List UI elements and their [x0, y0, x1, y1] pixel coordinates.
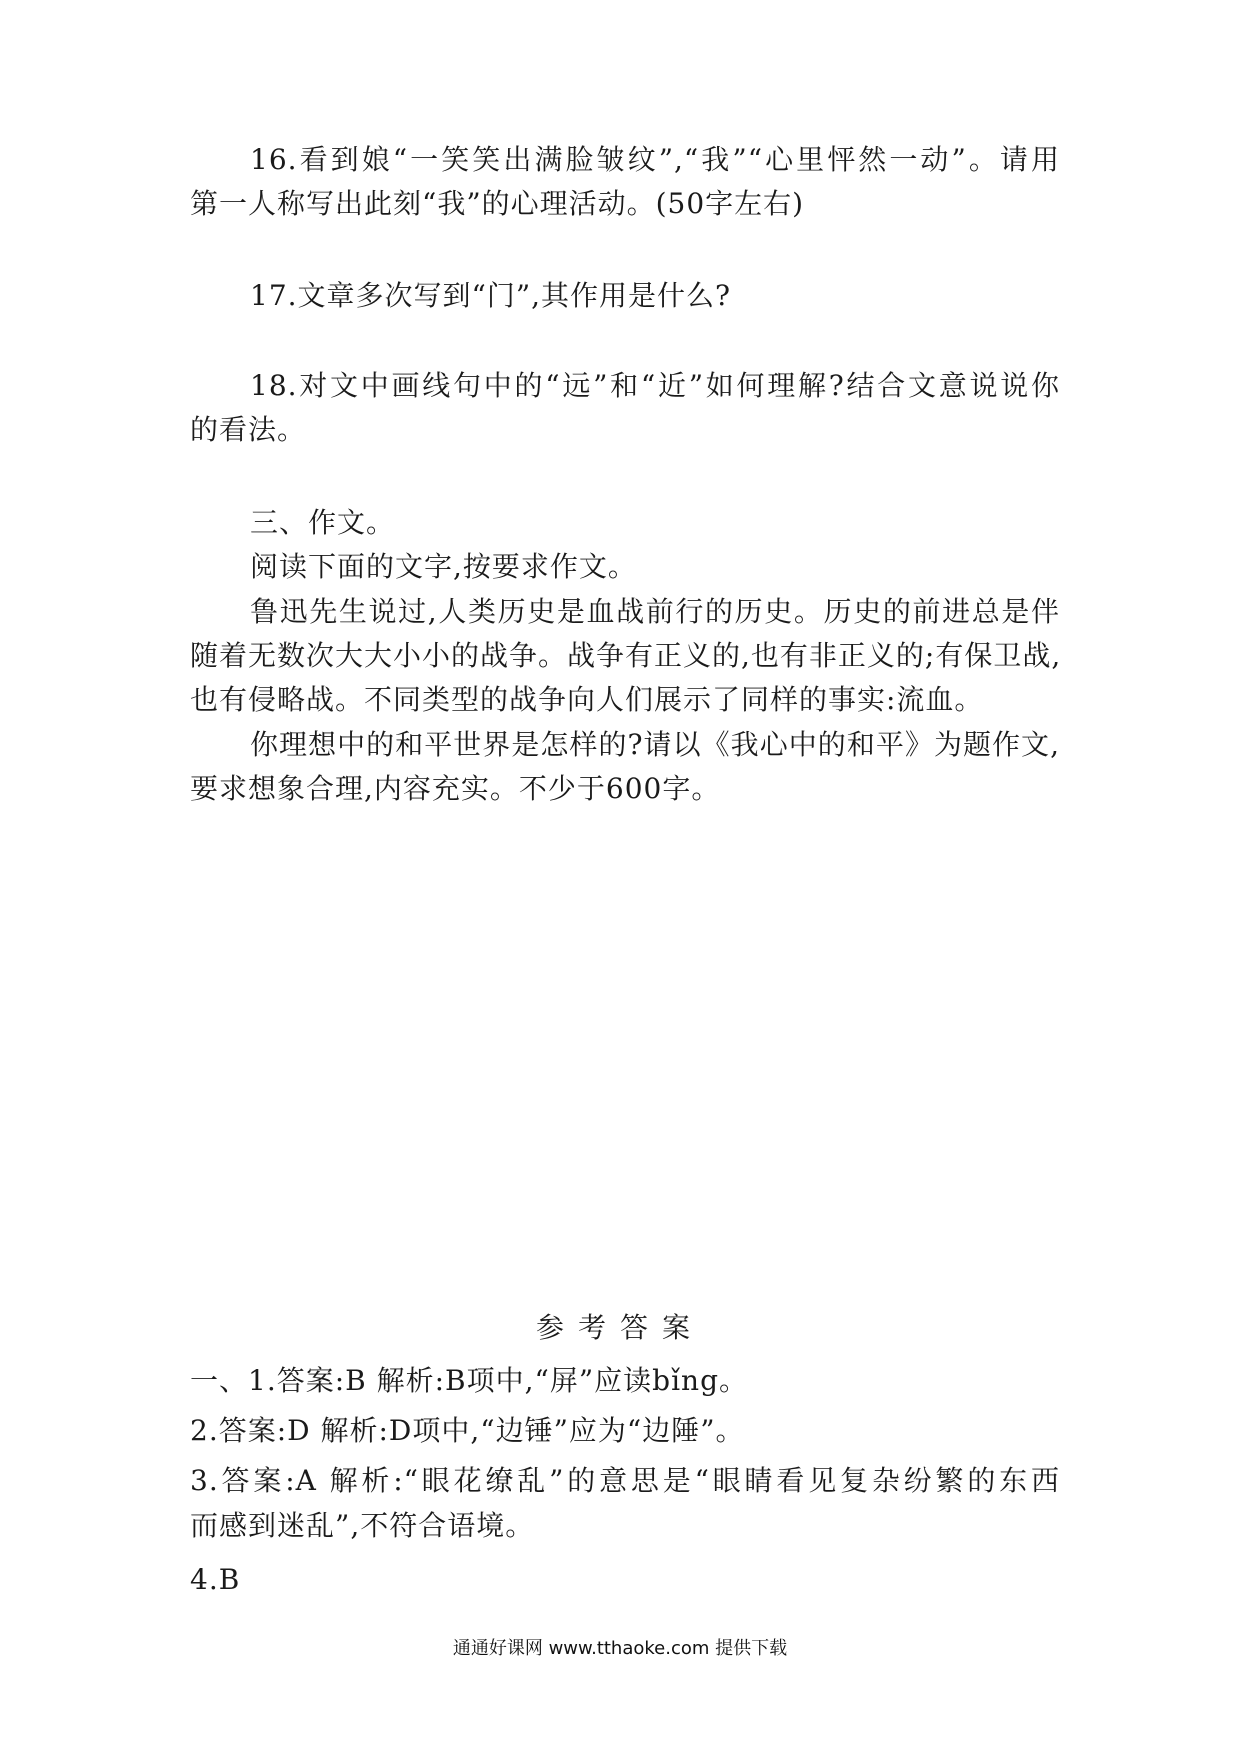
question-16-line-2: 第一人称写出此刻“我”的心理活动。(50字左右): [190, 187, 805, 220]
question-17: 17.文章多次写到“门”,其作用是什么?: [250, 279, 732, 312]
question-16-line-1: 16.看到娘“一笑笑出满脸皱纹”,“我”“心里怦然一动”。请用: [250, 143, 1060, 176]
answer-3-line-2: 而感到迷乱”,不符合语境。: [190, 1509, 535, 1542]
essay-para1-line-3: 也有侵略战。不同类型的战争向人们展示了同样的事实:流血。: [190, 683, 984, 716]
footer-download-note: 通通好课网 www.tthaoke.com 提供下载: [452, 1638, 788, 1659]
essay-para2-line-1: 你理想中的和平世界是怎样的?请以《我心中的和平》为题作文,: [250, 728, 1060, 761]
answer-2: 2.答案:D 解析:D项中,“边锤”应为“边陲”。: [190, 1414, 745, 1447]
essay-para2-line-2: 要求想象合理,内容充实。不少于600字。: [190, 772, 721, 805]
answer-3-line-1: 3.答案:A 解析:“眼花缭乱”的意思是“眼睛看见复杂纷繁的东西: [190, 1464, 1060, 1497]
answer-4: 4.B: [190, 1563, 241, 1596]
essay-para1-line-2: 随着无数次大大小小的战争。战争有正义的,也有非正义的;有保卫战,: [190, 639, 1062, 672]
answer-1: 一、1.答案:B 解析:B项中,“屏”应读bǐng。: [190, 1364, 749, 1397]
question-18-line-1: 18.对文中画线句中的“远”和“近”如何理解?结合文意说说你: [250, 369, 1060, 402]
essay-para1-line-1: 鲁迅先生说过,人类历史是血战前行的历史。历史的前进总是伴: [250, 595, 1060, 628]
question-18-line-2: 的看法。: [190, 413, 307, 446]
essay-heading: 三、作文。: [250, 506, 396, 539]
answers-title: 参考答案: [535, 1311, 704, 1344]
essay-instruction: 阅读下面的文字,按要求作文。: [250, 550, 637, 583]
